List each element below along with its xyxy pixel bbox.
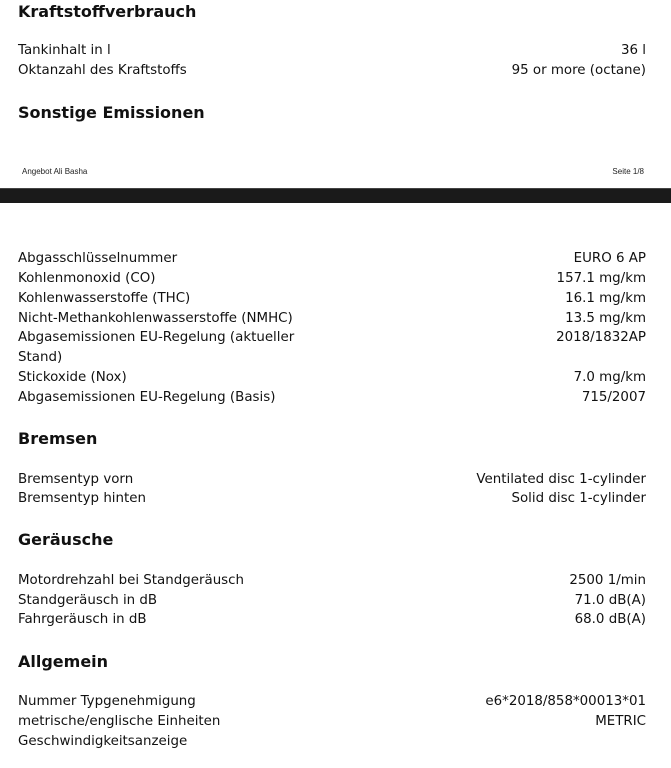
row-value: 2500 1/min <box>569 573 646 588</box>
row-value: e6*2018/858*00013*01 <box>485 694 646 709</box>
row-label: Abgasschlüsselnummer <box>18 251 178 266</box>
row-label: Oktanzahl des Kraftstoffs <box>18 63 187 78</box>
section-title-fuel: Kraftstoffverbrauch <box>18 2 197 21</box>
section-title-general: Allgemein <box>18 652 109 671</box>
row-label: Abgasemissionen EU-Regelung (aktueller Stand) <box>18 330 295 365</box>
row-label: Tankinhalt in l <box>18 43 111 58</box>
row-value: EURO 6 AP <box>573 251 646 266</box>
row-label: Kohlenwasserstoffe (THC) <box>18 291 191 306</box>
section-title-brakes: Bremsen <box>18 429 98 448</box>
row-value: 2018/1832AP <box>556 330 646 345</box>
row-label: Kohlenmonoxid (CO) <box>18 271 156 286</box>
row-label: metrische/englische Einheiten <box>18 714 221 729</box>
row-label: Fahrgeräusch in dB <box>18 612 147 627</box>
row-value: 715/2007 <box>581 390 646 405</box>
row-value: 157.1 mg/km <box>556 271 646 286</box>
row-value: 36 l <box>620 43 646 58</box>
row-label: Geschwindigkeitsanzeige <box>18 734 188 749</box>
row-label: Standgeräusch in dB <box>18 593 158 608</box>
row-value: 95 or more (octane) <box>511 63 646 78</box>
row-value: Ventilated disc 1-cylinder <box>476 472 646 487</box>
row-label: Bremsentyp hinten <box>18 491 146 506</box>
footer-offer: Angebot Ali Basha <box>22 167 88 176</box>
row-value: 16.1 mg/km <box>565 291 646 306</box>
row-value: 7.0 mg/km <box>573 370 646 385</box>
section-title-other-emissions: Sonstige Emissionen <box>18 103 205 122</box>
row-value: 71.0 dB(A) <box>574 593 646 608</box>
row-label: Motordrehzahl bei Standgeräusch <box>18 573 245 588</box>
page-1-bottom <box>0 0 671 188</box>
row-value: 13.5 mg/km <box>565 311 646 326</box>
row-label: Nummer Typgenehmigung <box>18 694 196 709</box>
section-title-noise: Geräusche <box>18 530 114 549</box>
page-separator <box>0 188 671 203</box>
row-value: 68.0 dB(A) <box>574 612 646 627</box>
footer-page-number: Seite 1/8 <box>612 167 644 176</box>
row-label: Bremsentyp vorn <box>18 472 134 487</box>
row-value: METRIC <box>595 714 646 729</box>
row-label: Nicht-Methankohlenwasserstoffe (NMHC) <box>18 311 293 326</box>
row-label: Stickoxide (Nox) <box>18 370 127 385</box>
page-2-top <box>0 202 671 768</box>
row-label: Abgasemissionen EU-Regelung (Basis) <box>18 390 276 405</box>
row-value: Solid disc 1-cylinder <box>511 491 646 506</box>
